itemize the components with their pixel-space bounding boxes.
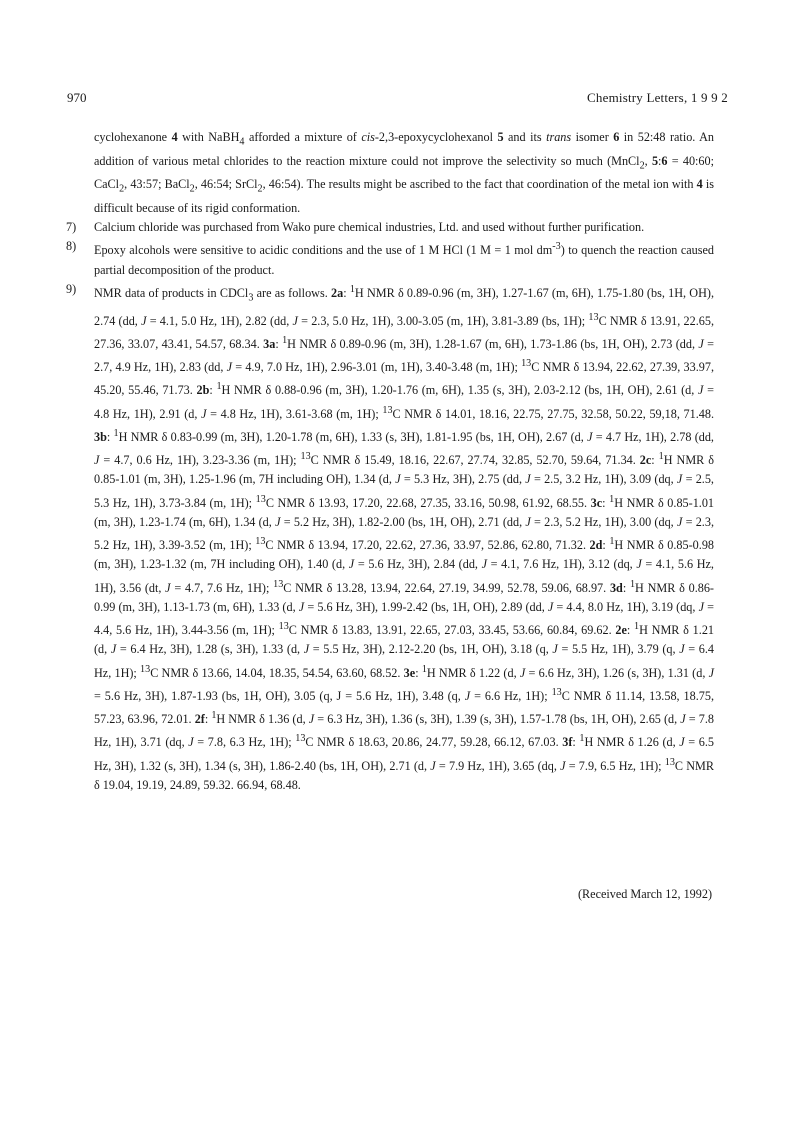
page-number: 970	[67, 90, 87, 105]
note-6-continuation: cyclohexanone 4 with NaBH$_4$ afforded a mixture of cis-2,3-epoxycyclohexanol 5 and its trans isomer 6 in 52:48 ratio. An addition of various metal chlorides to the reaction mixture could not improve the selectivity so much (MnCl$_2$, 5:6 = 40:60; CaCl$_2$, 43:57; BaCl$_2$, 46:54; SrCl$_2$, 46:54). The results might be ascribed to the fact that coordination of the metal ion with 4 is difficult because of its rigid conformation.	[94, 130, 715, 215]
note-8	[66, 237, 714, 279]
note-9	[66, 280, 715, 795]
note-7	[66, 218, 714, 237]
note-number: 9)	[66, 281, 77, 296]
note-number: 7)	[66, 220, 77, 235]
note-text: Calcium chloride was purchased from Wako pure chemical industries, Ltd. and used without further purification.	[94, 220, 645, 235]
note-number: 8)	[66, 239, 77, 254]
note-text: Epoxy alcohols were sensitive to acidic conditions and the use of 1 M HCl (1 M = 1 mol $dm^{-3}$) to quench the reaction caused partial decomposition of the product.	[94, 241, 714, 277]
note-text: NMR data of products in CDCl$_3$ are as follows. 2a: $^1$H NMR δ 0.89-0.96 (m, 3H), 1.27-1.67 (m, 6H), 1.75-1.80 (bs, 1H, OH), 2.74 (dd, J = 4.1, 5.0 Hz, 1H), 2.82 (dd, J = 2.3, 5.0 Hz, 1H), 3.00-3.05 (m, 1H), 3.81-3.89 (bs, 1H); $^{13}$C NMR δ 13.91, 22.65, 27.36, 33.07, 43.41, 54.57, 68.34. 3a: $^1$H NMR δ 0.89-0.96 (m, 3H), 1.28-1.67 (m, 6H), 1.73-1.86 (bs, 1H, OH), 2.73 (dd, J = 2.7, 4.9 Hz, 1H), 2.83 (dd, J = 4.9, 7.0 Hz, 1H), 2.96-3.01 (m, 1H), 3.40-3.48 (m, 1H); $^{13}$C NMR δ 13.94, 22.62, 27.39, 33.97, 45.20, 55.46, 71.73. 2b: $^1$H NMR δ 0.88-0.96 (m, 3H), 1.20-1.76 (m, 6H), 1.35 (s, 3H), 2.03-2.12 (bs, 1H, OH), 2.61 (d, J = 4.8 Hz, 1H), 2.91 (d, J = 4.8 Hz, 1H), 3.61-3.68 (m, 1H); $^{13}$C NMR δ 14.01, 18.16, 22.75, 27.75, 32.58, 50.22, 59,18, 71.48. 3b: $^1$H NMR δ 0.83-0.99 (m, 3H), 1.20-1.78 (m, 6H), 1.33 (s, 3H), 1.81-1.95 (bs, 1H, OH), 2.67 (d, J = 4.7 Hz, 1H), 2.78 (dd, J = 4.7, 0.6 Hz, 1H), 3.23-3.36 (m, 1H); $^{13}$C NMR δ 15.49, 18.16, 22.67, 27.74, 32.85, 52.70, 59.64, 71.34. 2c: $^1$H NMR δ 0.85-1.01 (m, 3H), 1.25-1.96 (m, 7H including OH), 1.34 (d, J = 5.3 Hz, 3H), 2.75 (dd, J = 2.5, 3.2 Hz, 1H), 3.09 (dq, J = 2.5, 5.3 Hz, 1H), 3.73-3.84 (m, 1H); $^{13}$C NMR δ 13.93, 17.20, 22.68, 27.35, 33.16, 50.98, 61.92, 68.55. 3c: $^1$H NMR δ 0.85-1.01 (m, 3H), 1.23-1.74 (m, 6H), 1.34 (d, J = 5.2 Hz, 3H), 1.82-2.00 (bs, 1H, OH), 2.71 (dd, J = 2.3, 5.2 Hz, 1H), 3.00 (dq, J = 2.3, 5.2 Hz, 1H), 3.39-3.52 (m, 1H); $^{13}$C NMR δ 13.94, 17.20, 22.62, 27.36, 33.97, 52.86, 62.80, 71.32. 2d: $^1$H NMR δ 0.85-0.98 (m, 3H), 1.23-1.32 (m, 7H including OH), 1.40 (d, J = 5.6 Hz, 3H), 2.84 (dd, J = 4.1, 7.6 Hz, 1H), 3.12 (dq, J = 4.1, 5.6 Hz, 1H), 3.56 (dt, J = 4.7, 7.6 Hz, 1H); $^{13}$C NMR δ 13.28, 13.94, 22.64, 27.19, 34.99, 52.78, 59.06, 68.97. 3d: $^1$H NMR δ 0.86-0.99 (m, 3H), 1.13-1.73 (m, 6H), 1.33 (d, J = 5.6 Hz, 3H), 1.99-2.42 (bs, 1H, OH), 2.89 (dd, J = 4.4, 8.0 Hz, 1H), 3.19 (dq, J = 4.4, 5.6 Hz, 1H), 3.44-3.56 (m, 1H); $^{13}$C NMR δ 13.83, 13.91, 22.65, 27.03, 33.45, 53.66, 60.84, 69.62. 2e: $^1$H NMR δ 1.21 (d, J = 6.4 Hz, 3H), 1.28 (s, 3H), 1.33 (d, J = 5.5 Hz, 3H), 2.12-2.20 (bs, 1H, OH), 3.18 (q, J = 5.5 Hz, 1H), 3.79 (q, J = 6.4 Hz, 1H); $^{13}$C NMR δ 13.66, 14.04, 18.35, 54.54, 63.60, 68.52. 3e: $^1$H NMR δ 1.22 (d, J = 6.6 Hz, 3H), 1.26 (s, 3H), 1.31 (d, J = 5.6 Hz, 3H), 1.87-1.93 (bs, 1H, OH), 3.05 (q, J = 5.6 Hz, 1H), 3.48 (q, J = 6.6 Hz, 1H); $^{13}$C NMR δ 11.14, 13.58, 18.75, 57.23, 63.96, 72.01. 2f: $^1$H NMR δ 1.36 (d, J = 6.3 Hz, 3H), 1.36 (s, 3H), 1.39 (s, 3H), 1.57-1.78 (bs, 1H, OH), 2.65 (d, J = 7.8 Hz, 1H), 3.71 (dq, J = 7.8, 6.3 Hz, 1H); $^{13}$C NMR δ 18.63, 20.86, 24.77, 59.28, 66.12, 67.03. 3f: $^1$H NMR δ 1.26 (d, J = 6.5 Hz, 3H), 1.32 (s, 3H), 1.34 (s, 3H), 1.86-2.40 (bs, 1H, OH), 2.71 (d, J = 7.9 Hz, 1H), 3.65 (dq, J = 7.9, 6.5 Hz, 1H); $^{13}$C NMR δ 19.04, 19.19, 24.89, 59.32. 66.94, 68.48.	[94, 283, 715, 792]
journal-running-head: Chemistry Letters, 1 9 9 2	[587, 90, 728, 105]
notes-body	[66, 128, 715, 795]
received-date: (Received March 12, 1992)	[577, 887, 712, 901]
